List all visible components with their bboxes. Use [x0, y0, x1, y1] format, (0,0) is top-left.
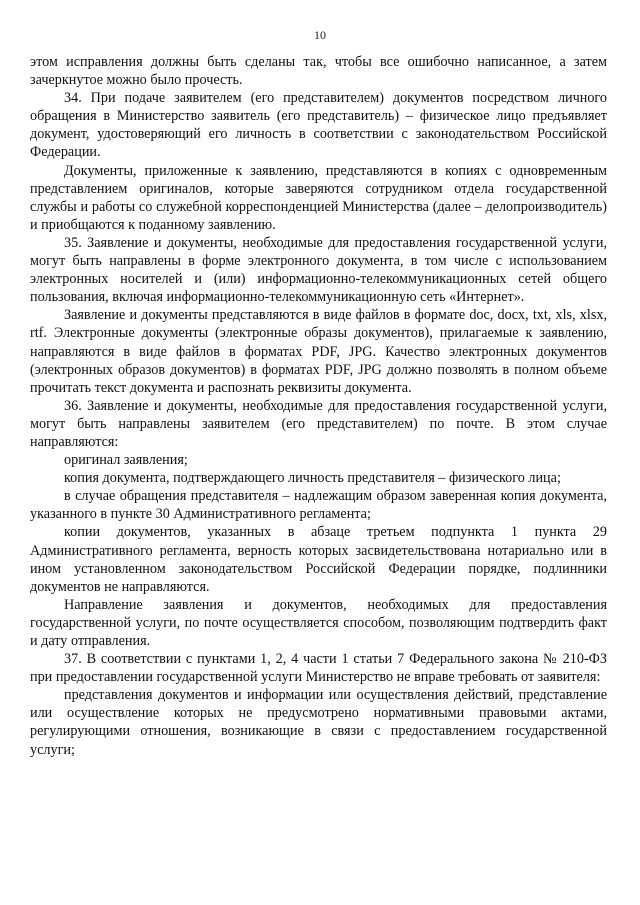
paragraph-documents-copies: Документы, приложенные к заявлению, представляются в копиях с одновременным представлением оригиналов, которые заверяются сотрудником отдела государственной службы и работы со служебной корреспонденцией Министерства (далее – делопроизводитель) и приобщаются к поданному заявлению.: [30, 162, 607, 233]
list-item-identity-copy: копия документа, подтверждающего личность представителя – физического лица;: [64, 470, 561, 487]
document-body: [30, 53, 607, 759]
list-item-documents-not-required: представления документов и информации или осуществления действий, представление или осуществление которых не предусмотрено нормативными правовыми актами, регулирующими отношения, возникающие в связи с предоставлением государственной услуги;: [30, 687, 607, 758]
paragraph-35: 35. Заявление и документы, необходимые для предоставления государственной услуги, могут быть направлены в форме электронного документа, в том числе с использованием электронных носителей и (или) информационно-телекоммуникационных сетей общего пользования, включая информационно-телекоммуникационную сеть «Интернет».: [30, 234, 607, 306]
list-item-representative-copy: в случае обращения представителя – надлежащим образом заверенная копия документа, указанного в пункте 30 Административного регламента;: [30, 488, 607, 523]
list-item-original-application: оригинал заявления;: [64, 452, 188, 469]
paragraph-36: 36. Заявление и документы, необходимые для предоставления государственной услуги, могут быть направлены заявителем (его представителем) по почте. В этом случае направляются:: [30, 397, 607, 450]
paragraph-continuation: этом исправления должны быть сделаны так, чтобы все ошибочно написанное, а затем зачеркнутое можно было прочесть.: [30, 54, 607, 89]
paragraph-postal-sending: Направление заявления и документов, необходимых для предоставления государственной услуги, по почте осуществляется способом, позволяющим подтвердить факт и дату отправления.: [30, 596, 607, 649]
paragraph-34: 34. При подаче заявителем (его представителем) документов посредством личного обращения в Министерство заявитель (его представитель) – физическое лицо предъявляет документ, удостоверяющий его личность в соответствии с законодательством Российской Федерации.: [30, 90, 607, 161]
paragraph-file-formats: Заявление и документы представляются в виде файлов в формате doc, docx, txt, xls, xlsx, rtf. Электронные документы (электронные образы документов), прилагаемые к заявлению, направляются в виде файлов в форматах PDF, JPG. Качество электронных документов (электронных образов документов) в форматах PDF, JPG должно позволять в полном объеме прочитать текст документа и распознать реквизиты документа.: [30, 307, 607, 396]
list-item-notarized-copies: копии документов, указанных в абзаце третьем подпункта 1 пункта 29 Административного регламента, верность которых засвидетельствована нотариально или в ином установленном законодательством Российской Федерации порядке, подлинники документов не направляются.: [30, 524, 607, 595]
paragraph-37: 37. В соответствии с пунктами 1, 2, 4 части 1 статьи 7 Федерального закона № 210-ФЗ при предоставлении государственной услуги Министерство не вправе требовать от заявителя:: [30, 651, 607, 686]
page-number: 10: [314, 28, 326, 42]
